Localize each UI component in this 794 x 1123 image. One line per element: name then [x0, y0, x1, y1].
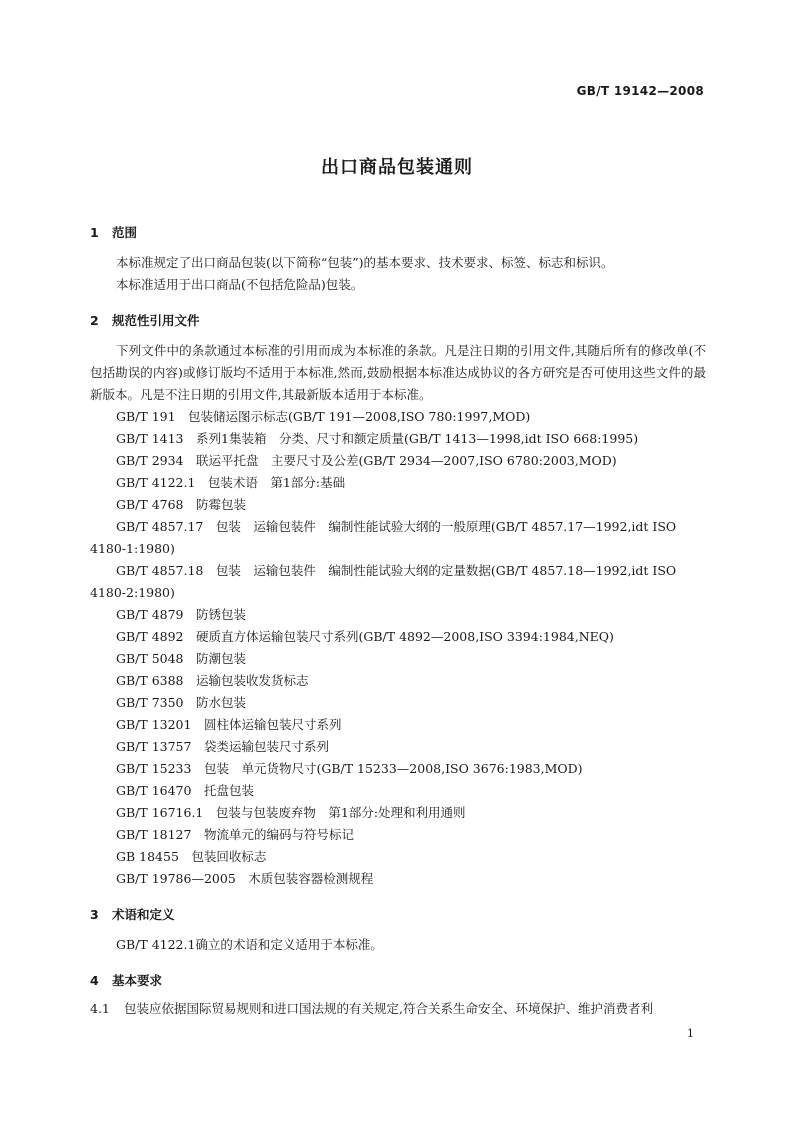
- definitions-paragraph: GB/T 4122.1确立的术语和定义适用于本标准。: [116, 937, 383, 952]
- reference-item: GB/T 4122.1 包装术语 第1部分:基础: [116, 475, 346, 490]
- reference-item: GB/T 4857.17 包装 运输包装件 编制性能试验大纲的一般原理(GB/T 4857.17—1992,idt ISO 4180-1:1980): [90, 519, 677, 556]
- reference-item: GB 18455 包装回收标志: [116, 849, 267, 864]
- document-body: [90, 222, 706, 1020]
- clause-text: 包装应依据国际贸易规则和进口国法规的有关规定,符合关系生命安全、环境保护、维护消费者利: [124, 1001, 653, 1016]
- document-title: 出口商品包装通则: [321, 157, 473, 178]
- scope-paragraph: 本标准规定了出口商品包装(以下简称“包装”)的基本要求、技术要求、标签、标志和标识。: [116, 255, 614, 270]
- section-heading-3: [90, 904, 706, 926]
- reference-item: GB/T 4768 防霉包装: [116, 497, 247, 512]
- clause-number: 4.1: [90, 1001, 110, 1016]
- reference-item: GB/T 191 包装储运图示标志(GB/T 191—2008,ISO 780:1997,MOD): [116, 409, 531, 424]
- reference-item: GB/T 16716.1 包装与包装废弃物 第1部分:处理和利用通则: [116, 805, 466, 820]
- section-heading-4: [90, 970, 706, 992]
- reference-item: GB/T 15233 包装 单元货物尺寸(GB/T 15233—2008,ISO 3676:1983,MOD): [116, 761, 583, 776]
- clause-4-1: [90, 998, 706, 1020]
- section-title: 术语和定义: [112, 907, 175, 922]
- section-title: 规范性引用文件: [112, 313, 200, 328]
- section-title: 基本要求: [112, 973, 163, 988]
- section-number: 3: [90, 907, 99, 922]
- normative-intro-paragraph: 下列文件中的条款通过本标准的引用而成为本标准的条款。凡是注日期的引用文件,其随后所有的修改单(不包括勘误的内容)或修订版均不适用于本标准,然而,鼓励根据本标准达成协议的各方研究是否可使用这些文件的最新版本。凡是不注日期的引用文件,其最新版本适用于本标准。: [90, 343, 706, 402]
- reference-item: GB/T 5048 防潮包装: [116, 651, 247, 666]
- section-number: 4: [90, 973, 99, 988]
- scope-paragraph: 本标准适用于出口商品(不包括危险品)包装。: [116, 277, 364, 292]
- reference-item: GB/T 4857.18 包装 运输包装件 编制性能试验大纲的定量数据(GB/T 4857.18—1992,idt ISO 4180-2:1980): [90, 563, 677, 600]
- reference-item: GB/T 7350 防水包装: [116, 695, 247, 710]
- reference-item: GB/T 13757 袋类运输包装尺寸系列: [116, 739, 329, 754]
- reference-item: GB/T 19786—2005 木质包装容器检测规程: [116, 871, 374, 886]
- reference-item: GB/T 4892 硬质直方体运输包装尺寸系列(GB/T 4892—2008,ISO 3394:1984,NEQ): [116, 629, 614, 644]
- reference-item: GB/T 18127 物流单元的编码与符号标记: [116, 827, 354, 842]
- standard-code: GB/T 19142—2008: [576, 84, 704, 98]
- reference-item: GB/T 6388 运输包装收发货标志: [116, 673, 309, 688]
- reference-item: GB/T 13201 圆柱体运输包装尺寸系列: [116, 717, 342, 732]
- page-number: 1: [687, 1027, 694, 1040]
- section-number: 1: [90, 225, 99, 240]
- section-heading-2: [90, 310, 706, 332]
- reference-item: GB/T 2934 联运平托盘 主要尺寸及公差(GB/T 2934—2007,ISO 6780:2003,MOD): [116, 453, 617, 468]
- reference-item: GB/T 1413 系列1集装箱 分类、尺寸和额定质量(GB/T 1413—1998,idt ISO 668:1995): [116, 431, 639, 446]
- reference-item: GB/T 4879 防锈包装: [116, 607, 247, 622]
- section-heading-1: [90, 222, 706, 244]
- section-title: 范围: [112, 225, 138, 240]
- section-number: 2: [90, 313, 99, 328]
- reference-item: GB/T 16470 托盘包装: [116, 783, 254, 798]
